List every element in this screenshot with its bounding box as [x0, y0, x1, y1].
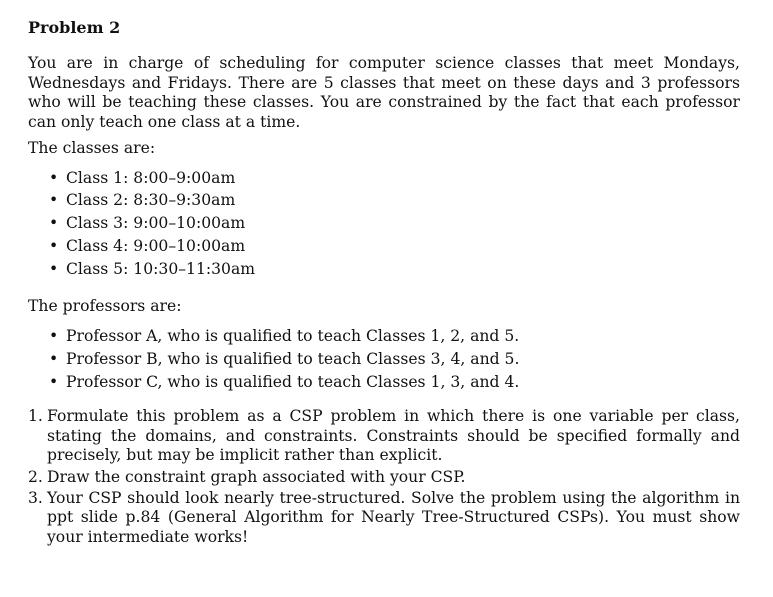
task-item: [28, 407, 740, 466]
professors-heading: The professors are:: [28, 297, 182, 316]
task-number: 1.: [28, 407, 43, 426]
class-item: • Class 3: 9:00–10:00am: [28, 212, 740, 235]
classes-list: [28, 167, 740, 281]
class-item: • Class 2: 8:30–9:30am: [28, 189, 740, 212]
classes-heading: The classes are:: [28, 139, 156, 157]
task-list: [28, 407, 740, 547]
task-item: [28, 468, 740, 488]
class-item: • Class 1: 8:00–9:00am: [28, 167, 740, 190]
task-text: Draw the constraint graph associated with your CSP.: [47, 467, 466, 486]
professor-item: • Professor A, who is qualified to teach Classes 1, 2, and 5.: [28, 325, 740, 348]
task-item: [28, 489, 740, 548]
problem-document: [28, 18, 740, 549]
task-number: 2.: [28, 467, 43, 486]
task-number: 3.: [28, 488, 43, 507]
class-item: • Class 5: 10:30–11:30am: [28, 258, 740, 281]
task-text: Formulate this problem as a CSP problem in which there is one variable per class, stating the domains, and constraints. Constraints should be specified formally and precisely, but may be implicit rather than explicit.: [47, 407, 740, 465]
intro-paragraph: You are in charge of scheduling for computer science classes that meet Mondays, Wednesdays and Fridays. There are 5 classes that meet on these days and 3 professors who will be teaching these classes. You are constrained by the fact that each professor can only teach one class at a time.: [28, 54, 740, 131]
professor-item: • Professor C, who is qualified to teach Classes 1, 3, and 4.: [28, 371, 740, 394]
professors-list: [28, 325, 740, 393]
professor-item: • Professor B, who is qualified to teach Classes 3, 4, and 5.: [28, 348, 740, 371]
class-item: • Class 4: 9:00–10:00am: [28, 235, 740, 258]
problem-title: Problem 2: [28, 18, 121, 37]
task-text: Your CSP should look nearly tree-structured. Solve the problem using the algorithm in ppt slide p.84 (General Algorithm for Nearly Tree-Structured CSPs). You must show your intermediate works!: [47, 488, 740, 546]
